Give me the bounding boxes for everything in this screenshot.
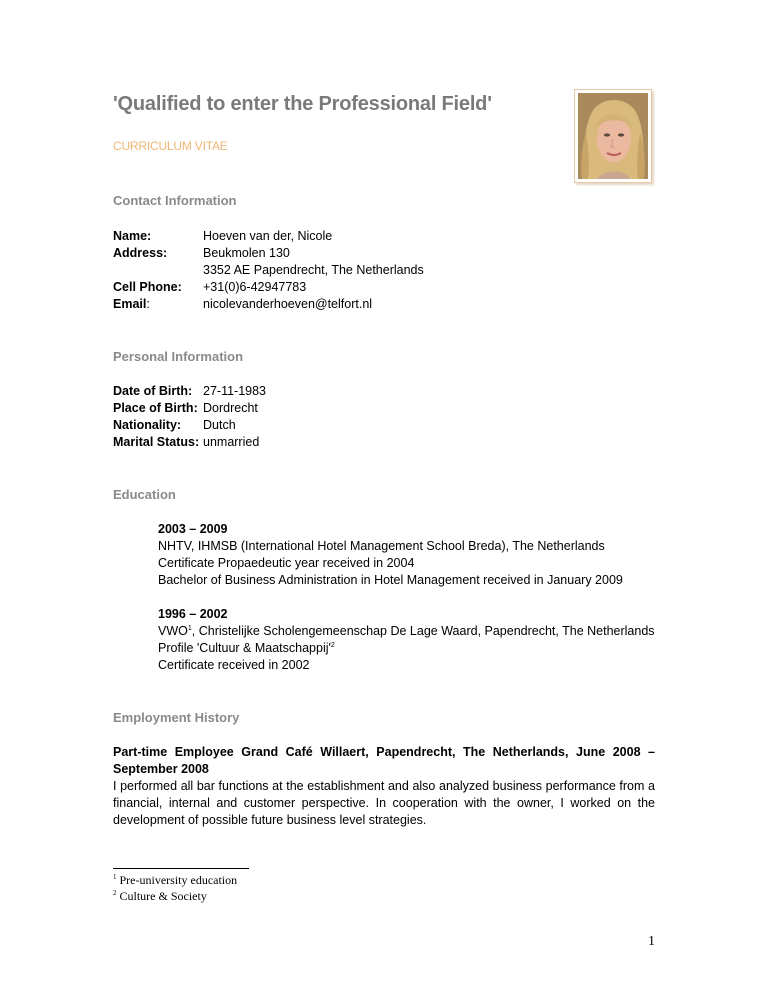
document-subtitle: CURRICULUM VITAE [113, 139, 228, 153]
name-label: Name: [113, 229, 152, 243]
personal-block [113, 383, 266, 451]
employment-entry [113, 744, 655, 829]
pob-value: Dordrecht [203, 401, 258, 415]
email-value: nicolevanderhoeven@telfort.nl [203, 297, 373, 311]
job-title: Part-time Employee Grand Café Willaert, Papendrecht, The Netherlands, June 2008 – [113, 745, 655, 759]
address-row [113, 245, 424, 262]
page-number: 1 [648, 934, 655, 949]
marital-row [113, 434, 266, 451]
footnote-divider [113, 868, 249, 869]
job-description: I performed all bar functions at the establishment and also analyzed business performance from a financial, internal and customer perspective. In cooperation with the owner, I worked on the development of possible future business level strategies. [113, 779, 655, 827]
nationality-value: Dutch [203, 418, 236, 432]
education-line: Certificate received in 2002 [158, 658, 310, 672]
education-line: Certificate Propaedeutic year received in 2004 [158, 556, 415, 570]
education-heading: Education [113, 487, 176, 502]
nationality-row [113, 417, 266, 434]
education-line: Profile 'Cultuur & $Maatschappij'^2$ [158, 641, 335, 655]
dob-label: Date of Birth: [113, 384, 193, 398]
education-line: VWO$^1$, Christelijke Scholengemeenschap De Lage Waard, Papendrecht, The Netherlands [158, 624, 655, 638]
contact-heading: Contact Information [113, 193, 237, 208]
phone-row [113, 279, 424, 296]
phone-label: Cell Phone: [113, 280, 182, 294]
footnote: $^2$ Culture & Society [113, 889, 207, 903]
education-period: 1996 – 2002 [158, 607, 228, 621]
address-line2: 3352 AE Papendrecht, The Netherlands [203, 263, 424, 277]
education-period: 2003 – 2009 [158, 522, 228, 536]
pob-label: Place of Birth: [113, 401, 198, 415]
contact-block [113, 228, 424, 313]
email-label: Email: [113, 297, 150, 311]
marital-value: unmarried [203, 435, 260, 449]
footnote-ref[interactable]: 2 [330, 641, 335, 649]
address-row-2 [113, 262, 424, 279]
nationality-label: Nationality: [113, 418, 182, 432]
phone-value: +31(0)6-42947783 [203, 280, 307, 294]
email-row [113, 296, 424, 313]
personal-heading: Personal Information [113, 349, 244, 364]
pob-row [113, 400, 266, 417]
page-title: 'Qualified to enter the Professional Field' [113, 93, 492, 115]
address-label: Address: [113, 246, 168, 260]
marital-label: Marital Status: [113, 435, 200, 449]
employment-heading: Employment History [113, 710, 240, 725]
profile-photo [574, 89, 652, 183]
education-line: Bachelor of Business Administration in Hotel Management received in January 2009 [158, 573, 623, 587]
portrait-photo-icon [578, 93, 648, 179]
job-title-cont: September 2008 [113, 762, 209, 776]
footnote: $^1$ Pre-university education [113, 873, 238, 887]
dob-value: 27-11-1983 [203, 384, 267, 398]
education-line: NHTV, IHMSB (International Hotel Management School Breda), The Netherlands [158, 539, 605, 553]
footnote-ref[interactable]: 1 [187, 624, 192, 632]
name-row [113, 228, 424, 245]
education-entry [158, 521, 623, 589]
name-value: Hoeven van der, Nicole [203, 229, 333, 243]
address-line1: Beukmolen 130 [203, 246, 290, 260]
education-entry [158, 606, 655, 674]
dob-row [113, 383, 266, 400]
